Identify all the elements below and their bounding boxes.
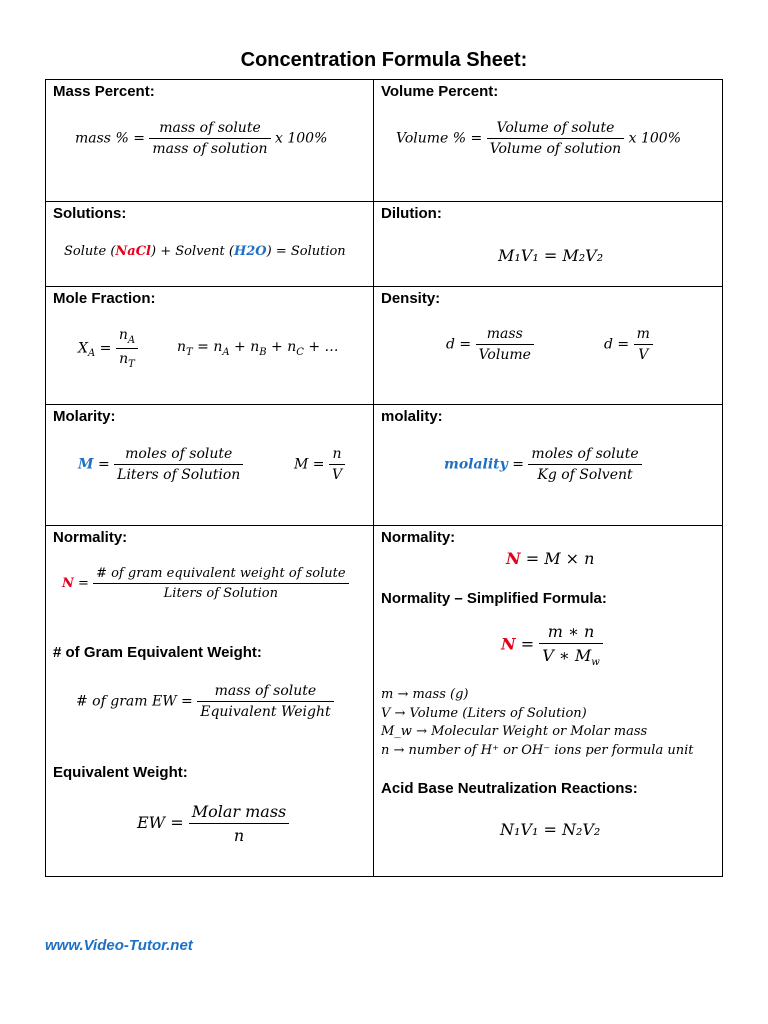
- dilution-heading: Dilution:: [381, 205, 442, 222]
- denominator: Kg of Solvent: [528, 464, 641, 483]
- formula-table: [45, 79, 723, 877]
- numerator: m: [636, 326, 650, 342]
- normality-symbol: N: [62, 576, 74, 591]
- equivalent-weight-heading: Equivalent Weight:: [53, 764, 188, 781]
- subscript: A: [87, 348, 96, 360]
- fraction: [539, 622, 603, 668]
- subscript: T: [128, 358, 135, 370]
- normality-heading: Normality:: [381, 529, 456, 546]
- definition-item: V → Volume (Liters of Solution): [381, 705, 587, 721]
- fraction: [149, 120, 270, 157]
- denominator: V: [634, 344, 653, 363]
- numerator: m ∗ n: [547, 622, 595, 641]
- footer-link[interactable]: www.Video-Tutor.net: [45, 937, 193, 954]
- formula-lhs: mass % =: [75, 130, 145, 147]
- molality-heading: molality:: [381, 408, 443, 425]
- solutions-formula: [64, 244, 346, 259]
- formula-lhs: d =: [446, 336, 472, 353]
- formula-rhs: = M × n: [525, 549, 595, 568]
- denominator: n: [189, 823, 290, 845]
- fraction: [189, 802, 290, 845]
- equivalent-weight-formula: [137, 802, 289, 845]
- formula-lhs: # of gram EW =: [76, 693, 193, 710]
- gram-equivalent-heading: # of Gram Equivalent Weight:: [53, 644, 262, 661]
- numerator: n: [332, 446, 342, 462]
- acid-base-heading: Acid Base Neutralization Reactions:: [381, 780, 638, 797]
- numerator: [116, 327, 138, 348]
- density-formula-1: [446, 326, 534, 363]
- formula-lhs: Volume % =: [396, 130, 483, 147]
- fraction: [487, 120, 624, 157]
- density-heading: Density:: [381, 290, 441, 307]
- numerator: mass of solute: [159, 120, 261, 136]
- molarity-formula-1: [78, 446, 243, 483]
- simplified-formula-heading: Normality – Simplified Formula:: [381, 590, 607, 607]
- numerator: moles of solute: [125, 446, 233, 462]
- fraction: [93, 566, 349, 601]
- denominator: Volume: [476, 344, 534, 363]
- fraction: [634, 326, 653, 363]
- equals: =: [512, 456, 524, 473]
- cell-solutions: [46, 202, 373, 286]
- num-var: n: [118, 327, 128, 343]
- cell-molality: [374, 405, 723, 525]
- page-title: Concentration Formula Sheet:: [240, 49, 528, 71]
- denominator: V: [329, 464, 345, 483]
- fraction: [476, 326, 534, 363]
- mass-percent-heading: Mass Percent:: [53, 83, 155, 100]
- denominator: [116, 348, 138, 370]
- equals: =: [520, 634, 535, 654]
- definition-item: M_w → Molecular Weight or Molar mass: [381, 724, 648, 739]
- solute-nacl: NaCl: [115, 244, 151, 259]
- definition-item: n → number of H⁺ or OH⁻ ions per formula unit: [381, 742, 694, 758]
- mole-sum-formula: $n_T = n_A + n_B + n_C$ + …: [177, 339, 339, 358]
- formula-part: ) = Solution: [266, 244, 346, 259]
- molarity-symbol: M: [78, 456, 94, 473]
- volume-percent-heading: Volume Percent:: [381, 83, 499, 100]
- normality-symbol: N: [501, 634, 516, 654]
- normality-mn-formula: [506, 549, 594, 568]
- variable-definitions: [381, 686, 693, 760]
- normality-symbol: N: [506, 549, 521, 568]
- cell-volume-percent: [374, 80, 723, 201]
- definition-item: m → mass (g): [381, 687, 469, 702]
- formula-lhs: EW =: [137, 813, 184, 832]
- numerator: Molar mass: [191, 802, 287, 821]
- denominator: V ∗ $M_w$: [539, 643, 603, 668]
- gram-equivalent-formula: [76, 683, 334, 720]
- cell-mass-percent: [46, 80, 373, 201]
- formula-rhs: x 100%: [628, 130, 682, 147]
- formula-lhs: X: [78, 340, 88, 357]
- mass-percent-formula: [75, 120, 327, 157]
- volume-percent-formula: [396, 120, 681, 157]
- solutions-heading: Solutions:: [53, 205, 127, 222]
- equals: =: [99, 340, 112, 357]
- dilution-formula: M₁V₁ = M₂V₂: [498, 246, 604, 265]
- cell-dilution: [374, 202, 723, 286]
- fraction: [528, 446, 641, 483]
- cell-normality-right: [374, 526, 723, 877]
- molality-symbol: molality: [444, 456, 508, 473]
- fraction: [197, 683, 333, 720]
- fraction: [329, 446, 345, 483]
- denominator: Liters of Solution: [114, 464, 243, 483]
- formula-part: ) + Solvent (: [150, 244, 234, 259]
- denominator: Equivalent Weight: [197, 701, 333, 720]
- cell-density: [374, 287, 723, 404]
- formula-lhs: d =: [604, 336, 630, 353]
- denominator: Liters of Solution: [93, 583, 349, 601]
- numerator: mass: [486, 326, 523, 342]
- molarity-formula-2: [294, 446, 345, 483]
- molarity-heading: Molarity:: [53, 408, 116, 425]
- numerator: moles of solute: [531, 446, 639, 462]
- molality-formula: [444, 446, 642, 483]
- mole-fraction-heading: Mole Fraction:: [53, 290, 156, 307]
- numerator: mass of solute: [214, 683, 317, 699]
- normality-heading: Normality:: [53, 529, 128, 546]
- subscript: A: [127, 334, 136, 346]
- numerator: # of gram equivalent weight of solute: [96, 566, 346, 581]
- fraction: [114, 446, 243, 483]
- numerator: Volume of solute: [496, 120, 615, 136]
- cell-mole-fraction: [46, 287, 373, 404]
- formula-part: Solute (: [64, 244, 116, 259]
- simplified-formula: [501, 622, 603, 668]
- acid-base-formula: N₁V₁ = N₂V₂: [500, 820, 601, 839]
- formula-lhs: M =: [294, 456, 325, 473]
- equals: =: [78, 576, 89, 591]
- mole-fraction-formula: [78, 327, 138, 370]
- solvent-h2o: H2O: [233, 244, 267, 259]
- formula-rhs: x 100%: [275, 130, 328, 147]
- denominator: mass of solution: [149, 138, 270, 157]
- equals: =: [97, 456, 110, 473]
- cell-molarity: [46, 405, 373, 525]
- density-formula-2: [604, 326, 653, 363]
- fraction: [116, 327, 138, 370]
- normality-formula: [62, 566, 349, 601]
- cell-normality-left: [46, 526, 373, 877]
- den-var: n: [119, 350, 129, 367]
- denominator: Volume of solution: [487, 138, 624, 157]
